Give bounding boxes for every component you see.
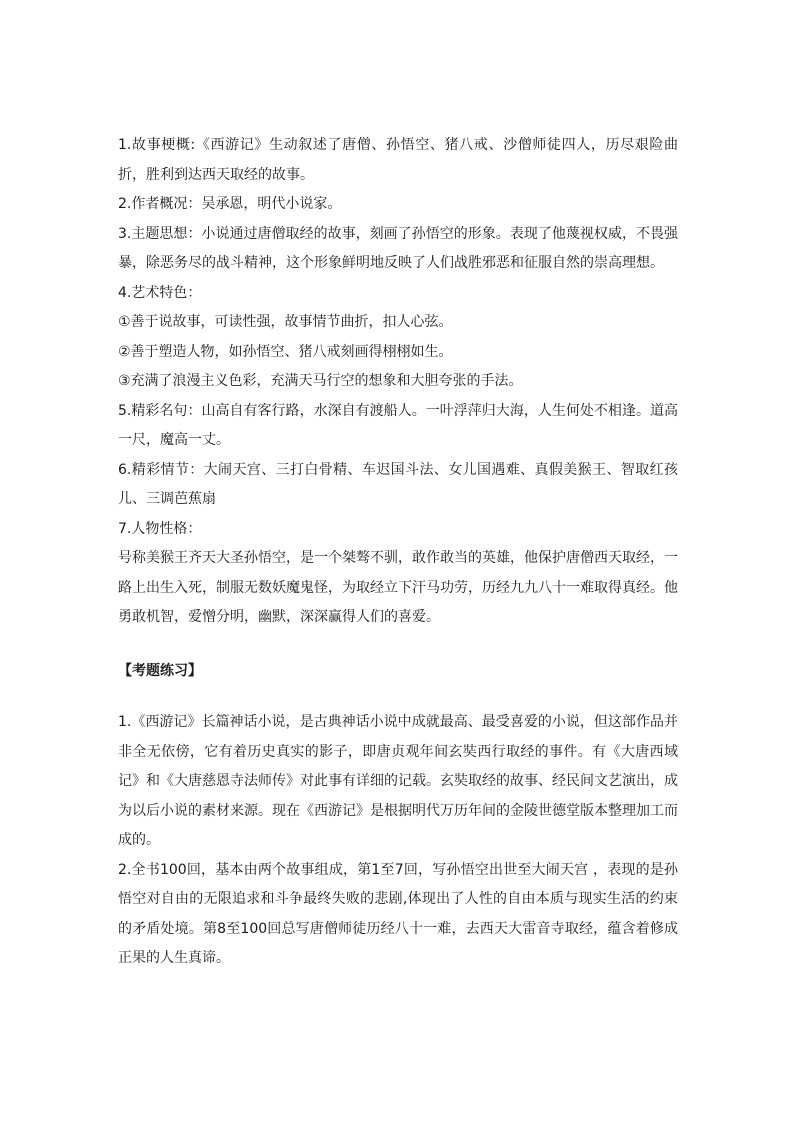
art-features-heading: 4.艺术特色： (118, 284, 202, 301)
exercise-paragraph-1: 1.《西游记》长篇神话小说，是古典神话小说中成就最高、最受喜爱的小说，但这部作品并非全无依傍，它有着历史真实的影子，即唐贞观年间玄奘西行取经的事件。有《大唐西域记》和《大唐慈恩寺法师传》对此事有详细的记载。玄奘取经的故事、经民间文艺演出，成为以后小说的素材来源。现在《西游记》是根据明代万历年间的金陵世德堂版本整理加工而成的。 (118, 714, 678, 848)
author-paragraph: 2.作者概况：吴承恩，明代小说家。 (118, 196, 342, 212)
art-feature-1: ①善于说故事，可读性强，故事情节曲折，扣人心弦。 (118, 314, 453, 330)
section-title: 【考题练习】 (118, 662, 202, 679)
theme-paragraph: 3.主题思想：小说通过唐僧取经的故事，刻画了孙悟空的形象。表现了他蔑视权威，不畏强暴，除恶务尽的战斗精神，这个形象鲜明地反映了人们战胜邪恶和征服自然的崇高理想。 (118, 225, 678, 271)
document-body (118, 131, 678, 974)
character-paragraph: 号称美猴王齐天大圣孙悟空，是一个桀骜不驯，敢作敢当的英雄，他保护唐僧西天取经，一路上出生入死，制服无数妖魔鬼怪，为取经立下汗马功劳，历经九九八十一难取得真经。他勇敢机智，爱憎分明，幽默，深深赢得人们的喜爱。 (118, 550, 678, 625)
key-plots-paragraph: 6.精彩情节：大闹天宫、三打白骨精、车迟国斗法、女儿国遇难、真假美猴王、智取红孩儿、三调芭蕉扇 (118, 461, 678, 507)
art-feature-3: ③充满了浪漫主义色彩，充满天马行空的想象和大胆夸张的手法。 (118, 373, 523, 389)
character-heading: 7.人物性格： (118, 520, 202, 537)
summary-paragraph: 1.故事梗概:《西游记》生动叙述了唐僧、孙悟空、猪八戒、沙僧师徒四人，历尽艰险曲折，胜利到达西天取经的故事。 (118, 137, 678, 183)
exercise-paragraph-2: 2.全书100回，基本由两个故事组成，第1至7回，写孙悟空出世至大闹天宫 ，表现的是孙悟空对自由的无限追求和斗争最终失败的悲剧,体现出了人性的自由本质与现实生活的约束的矛盾处境。第8至100回总写唐僧师徒历经八十一难，去西天大雷音寺取经，蕴含着修成正果的人生真谛。 (118, 861, 678, 966)
art-feature-2: ②善于塑造人物，如孙悟空、猪八戒刻画得栩栩如生。 (118, 343, 453, 360)
spacer (118, 686, 678, 708)
spacer (118, 633, 678, 657)
famous-quotes-paragraph: 5.精彩名句：山高自有客行路，水深自有渡船人。一叶浮萍归大海，人生何处不相逢。道高一尺，魔高一丈。 (118, 402, 678, 448)
